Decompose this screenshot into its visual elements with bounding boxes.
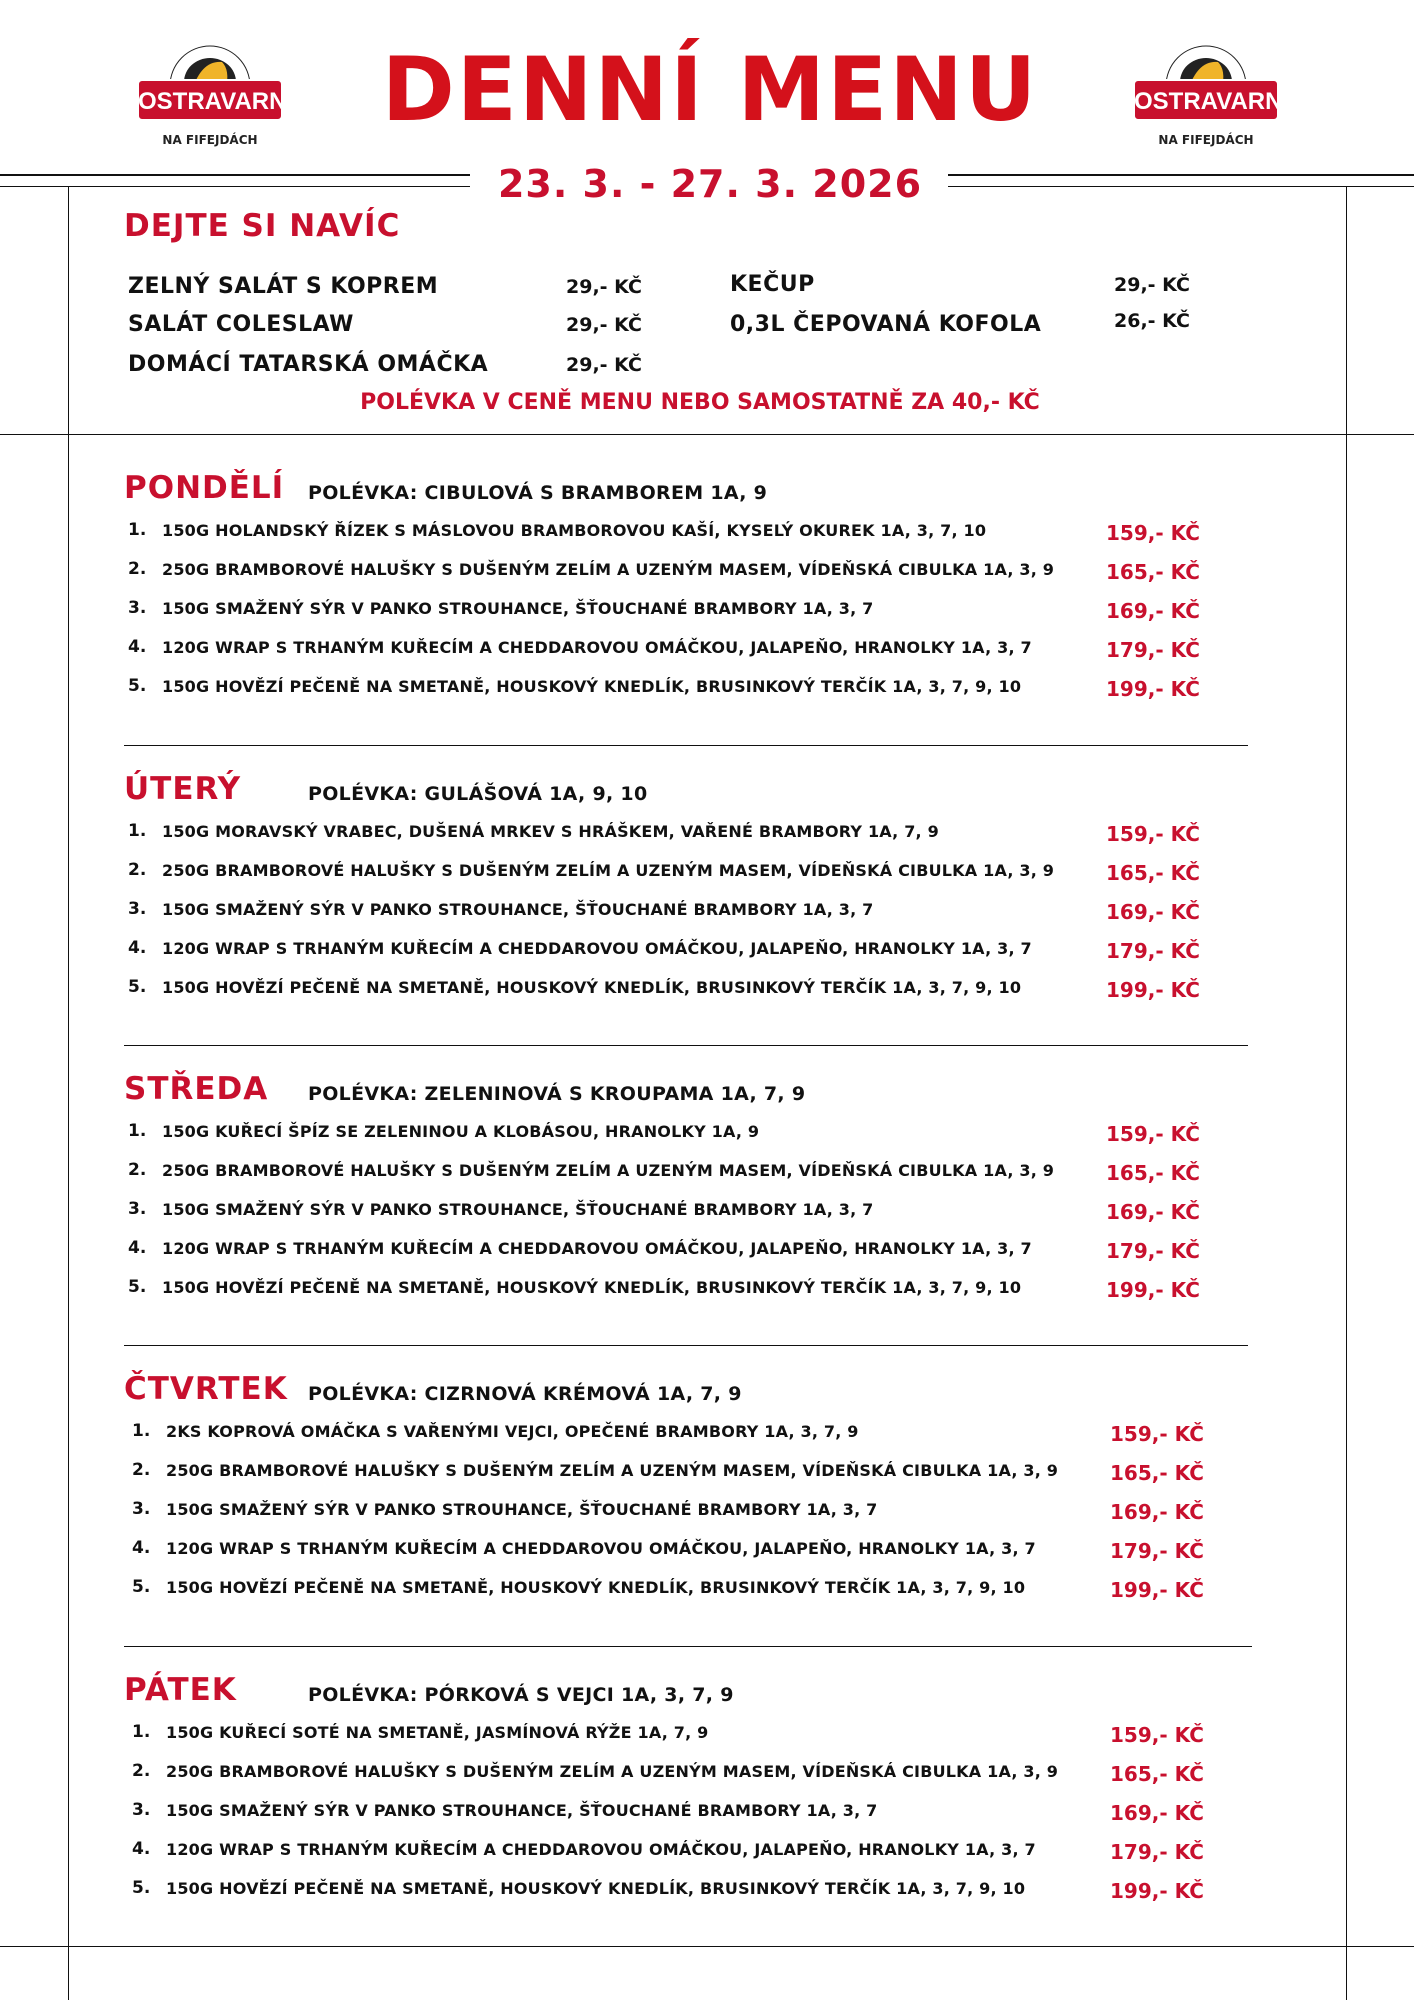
menu-item-number: 3. bbox=[128, 598, 147, 618]
day-name: ÚTERÝ bbox=[124, 771, 242, 807]
logo-subtitle: NA FIFEJDÁCH bbox=[1158, 133, 1254, 147]
extra-item-name: KEČUP bbox=[730, 272, 815, 297]
menu-item-price: 169,- KČ bbox=[1106, 900, 1200, 924]
menu-item-price: 199,- KČ bbox=[1106, 677, 1200, 701]
menu-item-number: 4. bbox=[128, 637, 147, 657]
menu-item-number: 1. bbox=[128, 1121, 147, 1141]
extras-divider bbox=[0, 434, 1414, 435]
menu-item-text: 150G HOVĚZÍ PEČENĚ NA SMETANĚ, HOUSKOVÝ KNEDLÍK, BRUSINKOVÝ TERČÍK 1A, 3, 7, 9, 10 bbox=[162, 1278, 1022, 1297]
menu-item-text: 120G WRAP S TRHANÝM KUŘECÍM A CHEDDAROVOU OMÁČKOU, JALAPEŇO, HRANOLKY 1A, 3, 7 bbox=[162, 638, 1032, 657]
menu-item-text: 150G SMAŽENÝ SÝR V PANKO STROUHANCE, ŠŤOUCHANÉ BRAMBORY 1A, 3, 7 bbox=[166, 1801, 878, 1820]
menu-item-text: 150G MORAVSKÝ VRABEC, DUŠENÁ MRKEV S HRÁŠKEM, VAŘENÉ BRAMBORY 1A, 7, 9 bbox=[162, 822, 939, 841]
day-soup: POLÉVKA: CIBULOVÁ S BRAMBOREM 1A, 9 bbox=[308, 482, 768, 504]
menu-item-price: 169,- KČ bbox=[1106, 599, 1200, 623]
logo-right bbox=[1126, 30, 1300, 150]
menu-item-price: 169,- KČ bbox=[1110, 1500, 1204, 1524]
extra-item-price: 29,- KČ bbox=[566, 354, 642, 376]
menu-item-price: 179,- KČ bbox=[1106, 939, 1200, 963]
menu-item-text: 150G SMAŽENÝ SÝR V PANKO STROUHANCE, ŠŤOUCHANÉ BRAMBORY 1A, 3, 7 bbox=[162, 1200, 874, 1219]
menu-item-text: 120G WRAP S TRHANÝM KUŘECÍM A CHEDDAROVOU OMÁČKOU, JALAPEŇO, HRANOLKY 1A, 3, 7 bbox=[162, 939, 1032, 958]
menu-item-text: 150G SMAŽENÝ SÝR V PANKO STROUHANCE, ŠŤOUCHANÉ BRAMBORY 1A, 3, 7 bbox=[162, 900, 874, 919]
extra-item-name: 0,3L ČEPOVANÁ KOFOLA bbox=[730, 312, 1042, 337]
menu-item-text: 150G HOLANDSKÝ ŘÍZEK S MÁSLOVOU BRAMBOROVOU KAŠÍ, KYSELÝ OKUREK 1A, 3, 7, 10 bbox=[162, 521, 987, 540]
menu-item-text: 150G HOVĚZÍ PEČENĚ NA SMETANĚ, HOUSKOVÝ KNEDLÍK, BRUSINKOVÝ TERČÍK 1A, 3, 7, 9, 10 bbox=[166, 1578, 1026, 1597]
frame-right bbox=[1346, 186, 1347, 2000]
day-soup: POLÉVKA: PÓRKOVÁ S VEJCI 1A, 3, 7, 9 bbox=[308, 1684, 734, 1706]
menu-item-number: 5. bbox=[132, 1878, 151, 1898]
menu-item-number: 1. bbox=[128, 520, 147, 540]
page-title: DENNÍ MENU bbox=[381, 38, 1039, 141]
menu-item-text: 120G WRAP S TRHANÝM KUŘECÍM A CHEDDAROVOU OMÁČKOU, JALAPEŇO, HRANOLKY 1A, 3, 7 bbox=[166, 1539, 1036, 1558]
menu-item-number: 4. bbox=[132, 1538, 151, 1558]
soup-price-note: POLÉVKA V CENĚ MENU NEBO SAMOSTATNĚ ZA 40,- KČ bbox=[360, 390, 1040, 415]
menu-item-price: 179,- KČ bbox=[1106, 1239, 1200, 1263]
top-rule-right-2 bbox=[948, 186, 1414, 187]
extra-item-name: SALÁT COLESLAW bbox=[128, 312, 354, 337]
menu-item-number: 4. bbox=[128, 1238, 147, 1258]
bottom-divider bbox=[0, 1946, 1414, 1947]
menu-item-number: 2. bbox=[132, 1460, 151, 1480]
day-name: PONDĚLÍ bbox=[124, 470, 285, 506]
day-divider bbox=[124, 1646, 1252, 1647]
top-rule-right bbox=[948, 174, 1414, 176]
date-range: 23. 3. - 27. 3. 2026 bbox=[497, 162, 923, 206]
menu-item-price: 159,- KČ bbox=[1110, 1723, 1204, 1747]
logo-name: OSTRAVARNA bbox=[138, 88, 304, 115]
logo-name: OSTRAVARNA bbox=[1134, 88, 1300, 115]
menu-item-price: 165,- KČ bbox=[1106, 861, 1200, 885]
menu-item-text: 150G HOVĚZÍ PEČENĚ NA SMETANĚ, HOUSKOVÝ KNEDLÍK, BRUSINKOVÝ TERČÍK 1A, 3, 7, 9, 10 bbox=[162, 677, 1022, 696]
menu-item-number: 4. bbox=[128, 938, 147, 958]
day-name: STŘEDA bbox=[124, 1071, 269, 1107]
menu-item-text: 150G SMAŽENÝ SÝR V PANKO STROUHANCE, ŠŤOUCHANÉ BRAMBORY 1A, 3, 7 bbox=[166, 1500, 878, 1519]
menu-item-text: 150G KUŘECÍ SOTÉ NA SMETANĚ, JASMÍNOVÁ RÝŽE 1A, 7, 9 bbox=[166, 1723, 709, 1742]
day-divider bbox=[124, 1345, 1248, 1346]
menu-item-number: 3. bbox=[128, 899, 147, 919]
menu-item-price: 159,- KČ bbox=[1110, 1422, 1204, 1446]
day-divider bbox=[124, 1045, 1248, 1046]
menu-item-price: 199,- KČ bbox=[1106, 1278, 1200, 1302]
menu-item-number: 5. bbox=[128, 676, 147, 696]
menu-item-number: 3. bbox=[128, 1199, 147, 1219]
day-soup: POLÉVKA: GULÁŠOVÁ 1A, 9, 10 bbox=[308, 783, 648, 805]
extra-item-price: 29,- KČ bbox=[566, 276, 642, 298]
menu-item-text: 150G HOVĚZÍ PEČENĚ NA SMETANĚ, HOUSKOVÝ KNEDLÍK, BRUSINKOVÝ TERČÍK 1A, 3, 7, 9, 10 bbox=[162, 978, 1022, 997]
menu-item-number: 2. bbox=[128, 860, 147, 880]
extra-item-price: 26,- KČ bbox=[1114, 310, 1190, 332]
extras-title: DEJTE SI NAVÍC bbox=[124, 208, 401, 244]
menu-item-text: 150G KUŘECÍ ŠPÍZ SE ZELENINOU A KLOBÁSOU, HRANOLKY 1A, 9 bbox=[162, 1122, 760, 1141]
menu-item-price: 199,- KČ bbox=[1106, 978, 1200, 1002]
menu-item-price: 199,- KČ bbox=[1110, 1879, 1204, 1903]
menu-item-price: 165,- KČ bbox=[1110, 1762, 1204, 1786]
menu-item-price: 165,- KČ bbox=[1106, 560, 1200, 584]
menu-item-number: 2. bbox=[128, 1160, 147, 1180]
extra-item-name: DOMÁCÍ TATARSKÁ OMÁČKA bbox=[128, 352, 489, 377]
menu-item-text: 120G WRAP S TRHANÝM KUŘECÍM A CHEDDAROVOU OMÁČKOU, JALAPEŇO, HRANOLKY 1A, 3, 7 bbox=[166, 1840, 1036, 1859]
frame-left bbox=[68, 186, 69, 2000]
menu-item-text: 150G SMAŽENÝ SÝR V PANKO STROUHANCE, ŠŤOUCHANÉ BRAMBORY 1A, 3, 7 bbox=[162, 599, 874, 618]
menu-item-price: 169,- KČ bbox=[1110, 1801, 1204, 1825]
menu-item-text: 150G HOVĚZÍ PEČENĚ NA SMETANĚ, HOUSKOVÝ KNEDLÍK, BRUSINKOVÝ TERČÍK 1A, 3, 7, 9, 10 bbox=[166, 1879, 1026, 1898]
menu-item-text: 250G BRAMBOROVÉ HALUŠKY S DUŠENÝM ZELÍM A UZENÝM MASEM, VÍDEŇSKÁ CIBULKA 1A, 3, 9 bbox=[162, 560, 1055, 579]
logo-left bbox=[130, 30, 304, 150]
day-soup: POLÉVKA: CIZRNOVÁ KRÉMOVÁ 1A, 7, 9 bbox=[308, 1383, 742, 1405]
day-name: ČTVRTEK bbox=[124, 1371, 288, 1407]
menu-item-number: 1. bbox=[132, 1421, 151, 1441]
extra-item-name: ZELNÝ SALÁT S KOPREM bbox=[128, 274, 439, 299]
menu-item-price: 179,- KČ bbox=[1110, 1539, 1204, 1563]
menu-item-number: 1. bbox=[132, 1722, 151, 1742]
menu-item-text: 250G BRAMBOROVÉ HALUŠKY S DUŠENÝM ZELÍM A UZENÝM MASEM, VÍDEŇSKÁ CIBULKA 1A, 3, 9 bbox=[162, 861, 1055, 880]
extra-item-price: 29,- KČ bbox=[1114, 274, 1190, 296]
menu-item-text: 250G BRAMBOROVÉ HALUŠKY S DUŠENÝM ZELÍM A UZENÝM MASEM, VÍDEŇSKÁ CIBULKA 1A, 3, 9 bbox=[162, 1161, 1055, 1180]
menu-item-price: 179,- KČ bbox=[1106, 638, 1200, 662]
menu-item-price: 199,- KČ bbox=[1110, 1578, 1204, 1602]
day-divider bbox=[124, 745, 1248, 746]
extra-item-price: 29,- KČ bbox=[566, 314, 642, 336]
top-rule-left bbox=[0, 174, 470, 176]
logo-emblem bbox=[130, 30, 304, 140]
logo-emblem bbox=[1126, 30, 1300, 140]
menu-item-price: 159,- KČ bbox=[1106, 1122, 1200, 1146]
menu-item-price: 159,- KČ bbox=[1106, 822, 1200, 846]
menu-item-number: 5. bbox=[128, 977, 147, 997]
menu-item-number: 2. bbox=[132, 1761, 151, 1781]
menu-item-number: 3. bbox=[132, 1800, 151, 1820]
menu-item-text: 250G BRAMBOROVÉ HALUŠKY S DUŠENÝM ZELÍM A UZENÝM MASEM, VÍDEŇSKÁ CIBULKA 1A, 3, 9 bbox=[166, 1461, 1059, 1480]
menu-item-number: 5. bbox=[128, 1277, 147, 1297]
day-soup: POLÉVKA: ZELENINOVÁ S KROUPAMA 1A, 7, 9 bbox=[308, 1083, 806, 1105]
menu-item-text: 250G BRAMBOROVÉ HALUŠKY S DUŠENÝM ZELÍM A UZENÝM MASEM, VÍDEŇSKÁ CIBULKA 1A, 3, 9 bbox=[166, 1762, 1059, 1781]
menu-item-number: 4. bbox=[132, 1839, 151, 1859]
logo-subtitle: NA FIFEJDÁCH bbox=[162, 133, 258, 147]
menu-item-price: 179,- KČ bbox=[1110, 1840, 1204, 1864]
menu-item-text: 120G WRAP S TRHANÝM KUŘECÍM A CHEDDAROVOU OMÁČKOU, JALAPEŇO, HRANOLKY 1A, 3, 7 bbox=[162, 1239, 1032, 1258]
day-name: PÁTEK bbox=[124, 1672, 237, 1708]
menu-item-price: 165,- KČ bbox=[1106, 1161, 1200, 1185]
menu-item-price: 159,- KČ bbox=[1106, 521, 1200, 545]
top-rule-left-2 bbox=[0, 186, 470, 187]
menu-item-text: 2KS KOPROVÁ OMÁČKA S VAŘENÝMI VEJCI, OPEČENÉ BRAMBORY 1A, 3, 7, 9 bbox=[166, 1422, 859, 1441]
menu-item-number: 5. bbox=[132, 1577, 151, 1597]
menu-item-price: 165,- KČ bbox=[1110, 1461, 1204, 1485]
menu-item-number: 2. bbox=[128, 559, 147, 579]
menu-item-price: 169,- KČ bbox=[1106, 1200, 1200, 1224]
menu-item-number: 1. bbox=[128, 821, 147, 841]
menu-item-number: 3. bbox=[132, 1499, 151, 1519]
